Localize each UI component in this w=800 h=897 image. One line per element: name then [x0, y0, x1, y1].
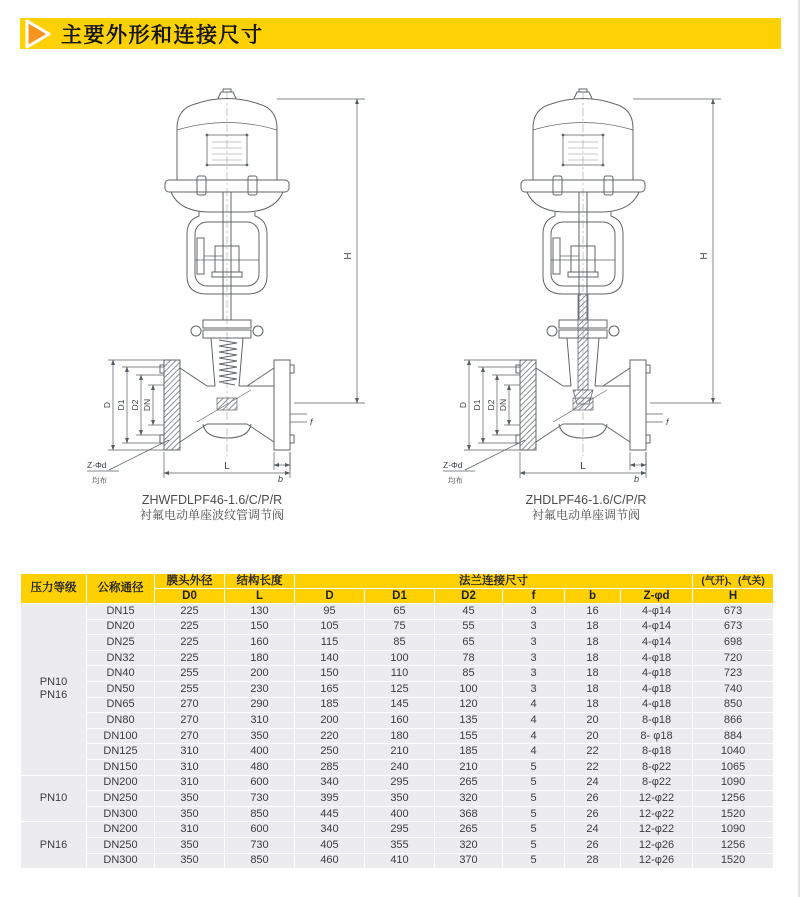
- table-cell: 3: [503, 604, 565, 620]
- table-cell: 55: [435, 619, 503, 635]
- col-d: D: [295, 589, 365, 604]
- table-cell: 18: [565, 666, 621, 682]
- table-cell: 8-φ18: [621, 713, 693, 729]
- table-cell: 160: [365, 713, 435, 729]
- col-b: b: [565, 589, 621, 604]
- table-cell: 120: [435, 697, 503, 713]
- valve-body-lines: [516, 89, 650, 456]
- table-cell: 5: [503, 759, 565, 775]
- dimension-lines: [443, 99, 721, 478]
- table-cell: 100: [435, 681, 503, 697]
- table-cell: 5: [503, 837, 565, 853]
- table-cell: 200: [225, 666, 295, 682]
- table-cell: 18: [565, 650, 621, 666]
- table-cell: DN250: [87, 837, 155, 853]
- table-cell: 255: [155, 666, 225, 682]
- table-cell: 3: [503, 619, 565, 635]
- table-cell: 12-φ26: [621, 837, 693, 853]
- table-cell: 850: [225, 853, 295, 869]
- table-cell: 850: [693, 697, 774, 713]
- col-pressure-class: 压力等级: [21, 574, 87, 604]
- table-cell: 65: [435, 635, 503, 651]
- col-length-group: 结构长度: [225, 574, 295, 589]
- table-cell: 250: [295, 744, 365, 760]
- table-cell: 400: [365, 806, 435, 822]
- col-l: L: [225, 589, 295, 604]
- table-cell: 4-φ18: [621, 650, 693, 666]
- table-cell: 350: [155, 853, 225, 869]
- table-cell: 310: [155, 822, 225, 838]
- table-cell: 8-φ18: [621, 744, 693, 760]
- table-cell: 400: [225, 744, 295, 760]
- table-cell: 290: [225, 697, 295, 713]
- pressure-class-cell: [21, 822, 87, 869]
- dimension-spec-table: [20, 573, 774, 869]
- col-nominal-diameter: 公称通径: [87, 574, 155, 604]
- table-cell: 160: [225, 635, 295, 651]
- table-header-row-1: [21, 574, 774, 589]
- table-cell: 125: [365, 681, 435, 697]
- table-cell: 320: [435, 791, 503, 807]
- table-cell: 5: [503, 806, 565, 822]
- section-title-bar: [20, 18, 781, 49]
- table-cell: DN200: [87, 822, 155, 838]
- valve-drawing-plain: [441, 88, 731, 488]
- table-cell: 230: [225, 681, 295, 697]
- table-cell: 45: [435, 604, 503, 620]
- table-cell: 340: [295, 822, 365, 838]
- table-cell: 1040: [693, 744, 774, 760]
- table-cell: 26: [565, 791, 621, 807]
- table-cell: 4-φ18: [621, 681, 693, 697]
- dim-label-d: D: [102, 401, 112, 409]
- table-cell: 5: [503, 791, 565, 807]
- col-d1: D1: [365, 589, 435, 604]
- model-name-right: 衬氟电动单座调节阀: [531, 508, 640, 522]
- model-name-left: 衬氟电动单座波纹管调节阀: [139, 508, 284, 522]
- table-cell: 85: [365, 635, 435, 651]
- table-cell: DN65: [87, 697, 155, 713]
- table-cell: 405: [295, 837, 365, 853]
- table-row: [21, 822, 774, 838]
- table-cell: 150: [225, 619, 295, 635]
- table-cell: DN200: [87, 775, 155, 791]
- table-cell: 320: [435, 837, 503, 853]
- table-cell: 5: [503, 853, 565, 869]
- col-flange-group: 法兰连接尺寸: [295, 574, 693, 589]
- pressure-class-cell: [21, 775, 87, 822]
- table-cell: 368: [435, 806, 503, 822]
- table-cell: 3: [503, 635, 565, 651]
- table-cell: DN32: [87, 650, 155, 666]
- table-cell: DN20: [87, 619, 155, 635]
- valve-figure: [85, 88, 375, 488]
- table-cell: 200: [295, 713, 365, 729]
- table-row: [21, 791, 774, 807]
- table-cell: 445: [295, 806, 365, 822]
- table-cell: 85: [435, 666, 503, 682]
- table-row: [21, 775, 774, 791]
- dim-label-dn: DN: [142, 398, 152, 412]
- table-cell: 3: [503, 650, 565, 666]
- table-cell: 140: [295, 650, 365, 666]
- table-cell: 4-φ18: [621, 697, 693, 713]
- table-cell: 340: [295, 775, 365, 791]
- table-row: [21, 759, 774, 775]
- table-cell: 1520: [693, 853, 774, 869]
- table-cell: 28: [565, 853, 621, 869]
- table-cell: 180: [225, 650, 295, 666]
- col-h: H: [693, 589, 774, 604]
- table-cell: 698: [693, 635, 774, 651]
- table-cell: 105: [295, 619, 365, 635]
- table-cell: 310: [155, 744, 225, 760]
- table-cell: 3: [503, 681, 565, 697]
- table-cell: 110: [365, 666, 435, 682]
- table-cell: 350: [155, 837, 225, 853]
- table-cell: 8-φ22: [621, 775, 693, 791]
- table-cell: 1256: [693, 791, 774, 807]
- dim-label-b: b: [278, 474, 284, 484]
- pressure-class-label: PN10: [39, 791, 68, 804]
- table-row: [21, 744, 774, 760]
- valve-drawing-bellows: [85, 88, 375, 488]
- table-cell: 285: [295, 759, 365, 775]
- table-cell: 26: [565, 837, 621, 853]
- table-cell: 16: [565, 604, 621, 620]
- table-cell: 185: [435, 744, 503, 760]
- dim-label-h: H: [343, 252, 354, 260]
- chevron-right-icon: [25, 19, 52, 49]
- table-cell: 210: [435, 759, 503, 775]
- pressure-class-label: PN10: [39, 676, 68, 689]
- dim-label-b: b: [634, 474, 640, 484]
- table-cell: 26: [565, 806, 621, 822]
- table-row: [21, 666, 774, 682]
- table-cell: 720: [693, 650, 774, 666]
- table-cell: DN15: [87, 604, 155, 620]
- table-cell: 350: [225, 728, 295, 744]
- table-cell: 1090: [693, 775, 774, 791]
- table-cell: 185: [295, 697, 365, 713]
- table-cell: 20: [565, 728, 621, 744]
- col-air-open-close-group: (气开)、(气关): [693, 574, 774, 589]
- table-cell: 150: [295, 666, 365, 682]
- table-cell: 225: [155, 650, 225, 666]
- dimension-lines: [87, 99, 365, 478]
- pressure-class-label: PN16: [39, 689, 68, 702]
- dim-label-d1: D1: [472, 399, 482, 411]
- dim-label-l: L: [580, 461, 586, 472]
- table-cell: 270: [155, 728, 225, 744]
- pressure-class-label: PN16: [39, 838, 68, 851]
- table-cell: DN25: [87, 635, 155, 651]
- table-cell: 12-φ22: [621, 806, 693, 822]
- table-cell: 1065: [693, 759, 774, 775]
- table-cell: 4: [503, 697, 565, 713]
- table-cell: 225: [155, 635, 225, 651]
- table-cell: 4: [503, 713, 565, 729]
- table-cell: 8- φ18: [621, 728, 693, 744]
- dim-label-f: f: [666, 417, 669, 427]
- table-cell: 95: [295, 604, 365, 620]
- table-cell: 673: [693, 619, 774, 635]
- table-cell: 210: [365, 744, 435, 760]
- table-cell: 4: [503, 728, 565, 744]
- col-head-od-group: 膜头外径: [155, 574, 225, 589]
- dim-label-d1: D1: [116, 399, 126, 411]
- table-cell: 220: [295, 728, 365, 744]
- table-cell: 4-φ18: [621, 666, 693, 682]
- table-row: [21, 604, 774, 620]
- page-title: 主要外形和连接尺寸: [61, 23, 264, 47]
- col-f: f: [503, 589, 565, 604]
- table-cell: 240: [365, 759, 435, 775]
- table-cell: 395: [295, 791, 365, 807]
- dim-label-zd: Z-Φd: [87, 460, 107, 470]
- table-cell: 12-φ22: [621, 822, 693, 838]
- table-cell: DN80: [87, 713, 155, 729]
- table-cell: 115: [295, 635, 365, 651]
- table-cell: 8-φ22: [621, 759, 693, 775]
- table-cell: 24: [565, 775, 621, 791]
- table-cell: 730: [225, 837, 295, 853]
- col-d2: D2: [435, 589, 503, 604]
- table-cell: 78: [435, 650, 503, 666]
- table-row: [21, 619, 774, 635]
- table-cell: 370: [435, 853, 503, 869]
- col-zd: Z-φd: [621, 589, 693, 604]
- table-cell: DN50: [87, 681, 155, 697]
- table-cell: DN300: [87, 806, 155, 822]
- table-cell: 18: [565, 681, 621, 697]
- table-cell: 850: [225, 806, 295, 822]
- table-cell: 75: [365, 619, 435, 635]
- table-cell: 1090: [693, 822, 774, 838]
- table-cell: 265: [435, 822, 503, 838]
- table-cell: 65: [365, 604, 435, 620]
- table-cell: 22: [565, 744, 621, 760]
- table-cell: 4-φ14: [621, 604, 693, 620]
- table-cell: 740: [693, 681, 774, 697]
- table-cell: 4-φ14: [621, 635, 693, 651]
- table-cell: 255: [155, 681, 225, 697]
- table-cell: DN125: [87, 744, 155, 760]
- table-cell: 480: [225, 759, 295, 775]
- table-cell: 165: [295, 681, 365, 697]
- dim-label-d: D: [458, 401, 468, 409]
- table-cell: 295: [365, 822, 435, 838]
- table-cell: 225: [155, 619, 225, 635]
- table-row: [21, 806, 774, 822]
- caption-left: [62, 493, 362, 523]
- model-code-left: ZHWFDLPF46-1.6/C/P/R: [141, 493, 283, 507]
- table-row: [21, 837, 774, 853]
- dim-label-f: f: [310, 417, 313, 427]
- table-row: [21, 681, 774, 697]
- caption-right: [436, 493, 736, 523]
- table-cell: 5: [503, 775, 565, 791]
- table-header: [21, 574, 774, 604]
- table-cell: 355: [365, 837, 435, 853]
- table-cell: 295: [365, 775, 435, 791]
- dim-label-zd: Z-Φd: [443, 460, 463, 470]
- table-cell: 18: [565, 697, 621, 713]
- dim-label-zd-note: 均布: [448, 476, 463, 485]
- table-row: [21, 697, 774, 713]
- dim-label-dn: DN: [498, 398, 508, 412]
- table-cell: 4-φ14: [621, 619, 693, 635]
- table-cell: 135: [435, 713, 503, 729]
- table-cell: 3: [503, 666, 565, 682]
- model-code-right: ZHDLPF46-1.6/C/P/R: [525, 493, 647, 507]
- table-cell: 270: [155, 697, 225, 713]
- table-cell: 145: [365, 697, 435, 713]
- table-cell: DN100: [87, 728, 155, 744]
- table-cell: 350: [155, 791, 225, 807]
- dim-label-d2: D2: [130, 399, 140, 411]
- table-cell: DN40: [87, 666, 155, 682]
- table-cell: 600: [225, 822, 295, 838]
- spec-table-body: [21, 604, 774, 869]
- pressure-class-cell: [21, 604, 87, 776]
- table-cell: 600: [225, 775, 295, 791]
- table-cell: 350: [155, 806, 225, 822]
- table-row: [21, 713, 774, 729]
- table-cell: 155: [435, 728, 503, 744]
- table-cell: 5: [503, 822, 565, 838]
- table-cell: DN300: [87, 853, 155, 869]
- dim-label-h: H: [699, 252, 710, 260]
- table-row: [21, 650, 774, 666]
- table-cell: 410: [365, 853, 435, 869]
- table-row: [21, 853, 774, 869]
- valve-figure: [441, 88, 731, 488]
- table-cell: 460: [295, 853, 365, 869]
- table-cell: 18: [565, 619, 621, 635]
- table-cell: 130: [225, 604, 295, 620]
- table-row: [21, 728, 774, 744]
- table-cell: 673: [693, 604, 774, 620]
- table-cell: 884: [693, 728, 774, 744]
- table-cell: 350: [365, 791, 435, 807]
- table-cell: 18: [565, 635, 621, 651]
- valve-body-lines: [160, 89, 294, 456]
- table-cell: 270: [155, 713, 225, 729]
- table-cell: 723: [693, 666, 774, 682]
- table-row: [21, 635, 774, 651]
- dim-label-l: L: [224, 461, 230, 472]
- table-cell: 4: [503, 744, 565, 760]
- table-cell: 225: [155, 604, 225, 620]
- table-cell: 1256: [693, 837, 774, 853]
- table-cell: 310: [155, 775, 225, 791]
- table-cell: DN150: [87, 759, 155, 775]
- dim-label-d2: D2: [486, 399, 496, 411]
- table-cell: 100: [365, 650, 435, 666]
- table-cell: 310: [225, 713, 295, 729]
- table-cell: DN250: [87, 791, 155, 807]
- table-cell: 12-φ22: [621, 791, 693, 807]
- table-cell: 730: [225, 791, 295, 807]
- table-cell: 866: [693, 713, 774, 729]
- dim-label-zd-note: 均布: [92, 476, 107, 485]
- col-d0: D0: [155, 589, 225, 604]
- table-cell: 310: [155, 759, 225, 775]
- table-cell: 180: [365, 728, 435, 744]
- table-cell: 20: [565, 713, 621, 729]
- table-cell: 1520: [693, 806, 774, 822]
- table-cell: 12-φ26: [621, 853, 693, 869]
- table-cell: 24: [565, 822, 621, 838]
- table-cell: 22: [565, 759, 621, 775]
- table-cell: 265: [435, 775, 503, 791]
